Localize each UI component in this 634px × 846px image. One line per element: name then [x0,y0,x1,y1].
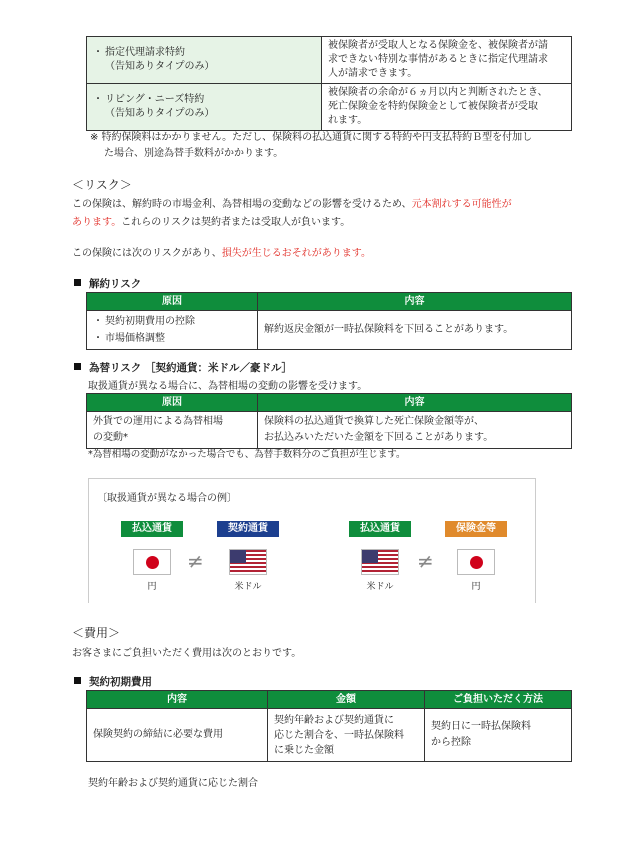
rider-desc-line: 被保険者が受取人となる保険金を、被保険者が請 [328,40,548,51]
initial-cost-heading: 契約初期費用 [74,674,152,689]
col-header: ご負担いただく方法 [425,691,572,709]
cost-content-cell: 保険契約の締結に必要な費用 [87,709,268,762]
risk-warning: 元本割れする可能性が [411,199,512,210]
risk-warning: あります。 [72,217,122,228]
example-title: 〔取扱通貨が異なる場合の例〕 [97,493,237,504]
tag-payment-currency: 払込通貨 [121,521,183,537]
initial-cost-table [86,690,572,762]
japan-flag-icon [457,549,495,575]
col-header: 内容 [87,691,268,709]
risk-text: これらのリスクは契約者または受取人が負います。 [121,217,351,228]
rider-desc-line: 被保険者の余命が６ヵ月以内と判断されたとき、 [328,87,548,98]
risk-paragraph-2 [72,244,371,259]
rider-desc-cell [322,37,572,84]
rider-note: （告知ありタイプのみ） [105,108,215,119]
risk-text: この保険は、解約時の市場金利、為替相場の変動などの影響を受けるため、 [72,199,412,210]
rider-desc-cell [322,84,572,131]
square-bullet-icon [74,677,81,684]
col-header: 内容 [258,394,572,412]
cause-cell: ・ 契約初期費用の控除 ・ 市場価格調整 [87,311,258,350]
currency-example-box [88,478,536,603]
currency-caption: 米ドル [366,582,394,592]
fx-note: *為替相場の変動がなかった場合でも、為替手数料分のご負担が生じます。 [88,449,406,460]
rider-desc-line: 死亡保険金を特約保険金として被保険者が受取 [328,101,538,112]
rider-name: 指定代理請求特約 [105,47,185,58]
tag-payment-currency: 払込通貨 [349,521,411,537]
not-equal-icon: ≠ [417,549,434,573]
japan-flag-icon [133,549,171,575]
currency-caption: 円 [471,582,481,592]
rider-desc-line: 求できない特別な事情があるときに指定代理請求 [328,54,548,65]
rider-note: （告知ありタイプのみ） [105,61,215,72]
rider-name-cell: ・ リビング・ニーズ特約 （告知ありタイプのみ） [87,84,322,131]
cost-intro: お客さまにご負担いただく費用は次のとおりです。 [72,648,302,659]
rider-desc-line: れます。 [328,115,368,126]
fx-risk-heading: 為替リスク ［契約通貨：米ドル／豪ドル］ [74,360,292,375]
square-bullet-icon [74,279,81,286]
content-cell: 保険料の払込通貨で換算した死亡保険金額等が、 お払込みいただいた金額を下回ることがあります。 [258,412,572,449]
us-flag-icon [361,549,399,575]
col-header: 金額 [268,691,425,709]
risk-section-title: ＜リスク＞ [72,178,132,192]
us-flag-icon [229,549,267,575]
content-cell: 解約返戻金額が一時払保険料を下回ることがあります。 [258,311,572,350]
cost-method-cell: 契約日に一時払保険料 から控除 [425,709,572,762]
currency-caption: 米ドル [234,582,262,592]
col-header: 内容 [258,293,572,311]
currency-caption: 円 [147,582,157,592]
col-header: 原因 [87,293,258,311]
rider-footnote [90,130,532,162]
fx-risk-table [86,393,572,449]
cost-amount-cell: 契約年齢および契約通貨に 応じた割合を、一時払保険料 に乗じた金額 [268,709,425,762]
square-bullet-icon [74,363,81,370]
surrender-risk-heading: 解約リスク [74,276,141,291]
cost-footer: 契約年齢および契約通貨に応じた割合 [88,778,258,789]
footnote-line: た場合、別途為替手数料がかかります。 [104,148,284,159]
tag-insurance-benefit: 保険金等 [445,521,507,537]
risk-text: この保険には次のリスクがあり、 [72,248,222,259]
footnote-line: ※ 特約保険料はかかりません。ただし、保険料の払込通貨に関する特約や円支払特約Ｂ型を付加し [90,132,533,143]
rider-name-cell: ・ 指定代理請求特約 （告知ありタイプのみ） [87,37,322,84]
fx-intro: 取扱通貨が異なる場合に、為替相場の変動の影響を受けます。 [88,381,368,392]
rider-name: リビング・ニーズ特約 [105,94,205,105]
tag-contract-currency: 契約通貨 [217,521,279,537]
rider-desc-line: 人が請求できます。 [328,68,418,79]
rider-table [86,36,572,131]
col-header: 原因 [87,394,258,412]
surrender-risk-table [86,292,572,350]
risk-paragraph [72,196,572,232]
not-equal-icon: ≠ [187,549,204,573]
cost-section-title: ＜費用＞ [72,626,121,640]
cause-cell: 外貨での運用による為替相場 の変動* [87,412,258,449]
risk-warning: 損失が生じるおそれがあります。 [221,248,372,259]
